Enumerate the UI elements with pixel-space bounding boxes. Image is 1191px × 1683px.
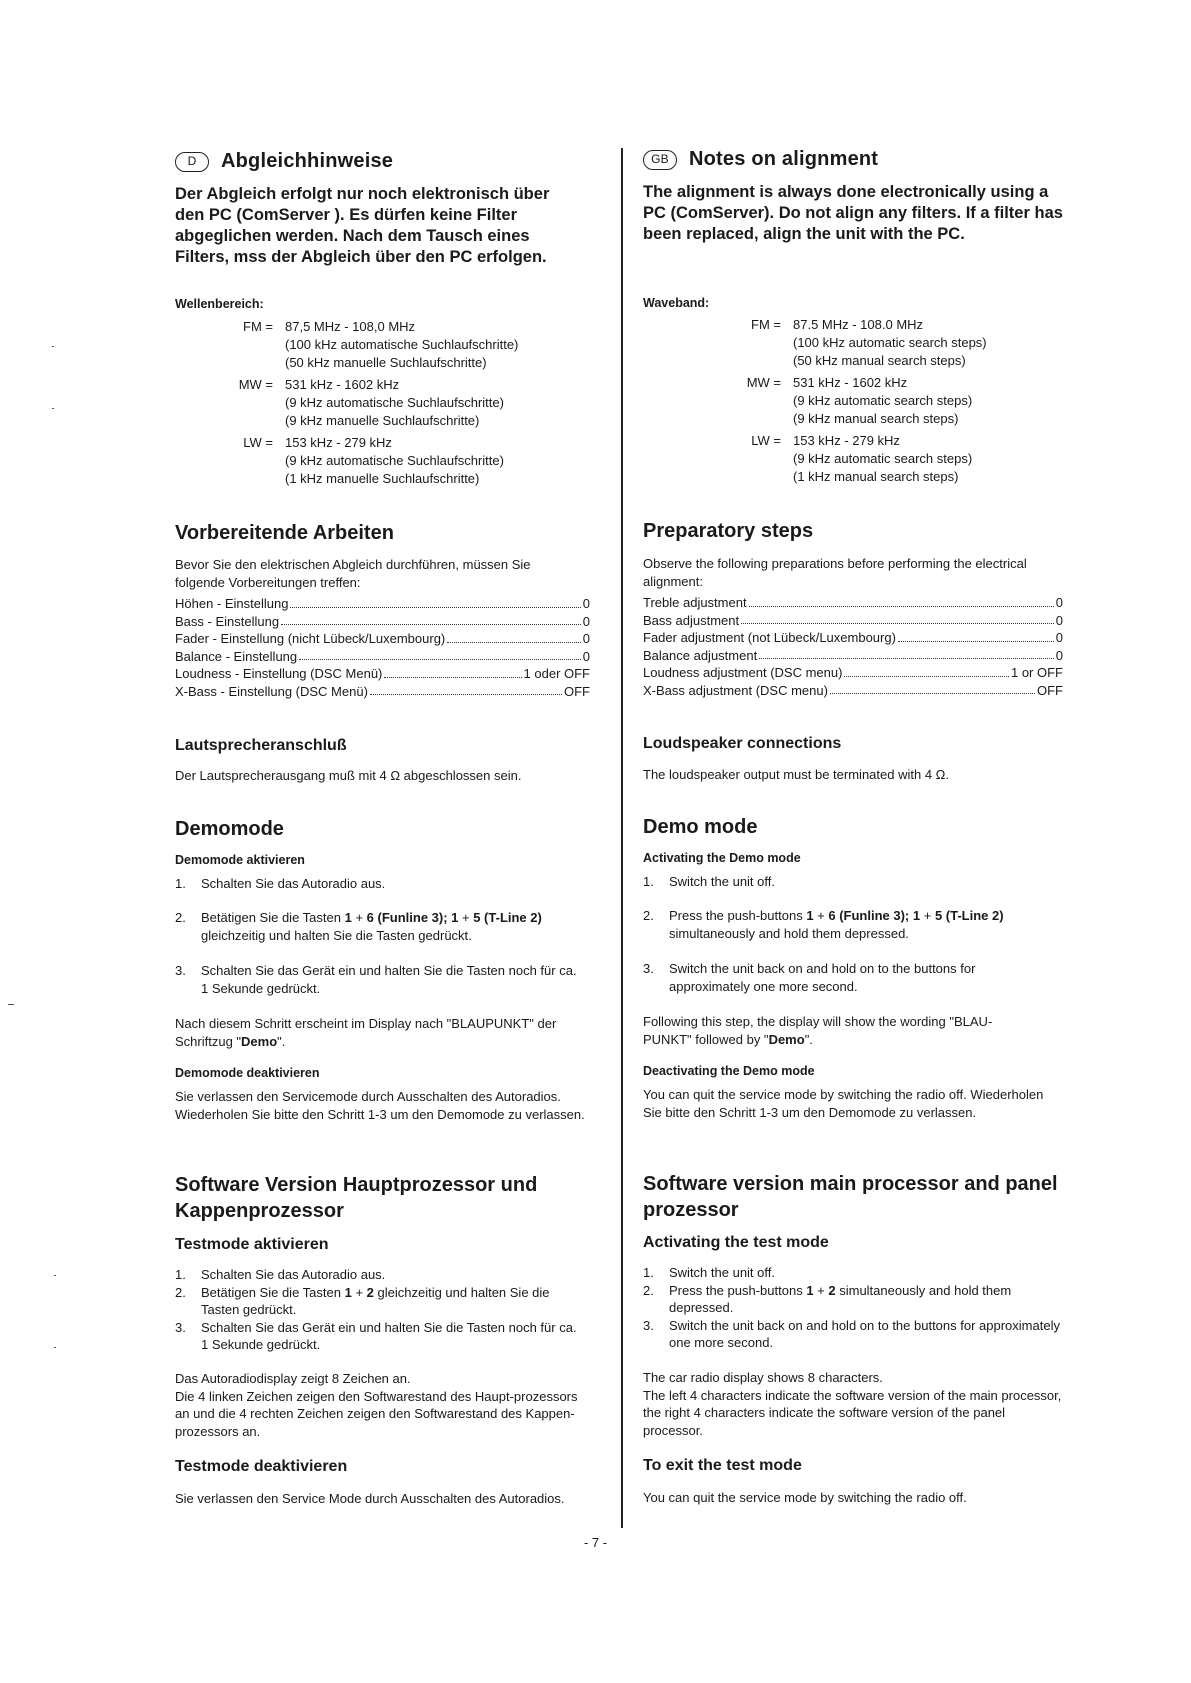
demo-deactivate-text: Sie verlassen den Servicemode durch Ausschalten des Autoradios. Wiederholen Sie bitte den Schritt 1-3 um den Demomode zu verlassen.	[175, 1089, 585, 1122]
test-step: 1. Switch the unit off.	[643, 1265, 775, 1280]
prep-item: Fader adjustment (not Lübeck/Luxembourg) 0	[643, 630, 1063, 645]
prep-intro: Observe the following preparations before performing the electrical alignment:	[643, 556, 1027, 589]
intro-paragraph: The alignment is always done electronically using a PC (ComServer). Do not align any filters. If a filter has been replaced, align the unit with the PC.	[643, 183, 1063, 243]
prep-intro: Bevor Sie den elektrischen Abgleich durchführen, müssen Sie folgende Vorbereitungen treffen:	[175, 557, 531, 590]
band-line: (1 kHz manual search steps)	[793, 469, 959, 484]
software-title: Software Version Hauptprozessor und Kappenprozessor	[175, 1174, 538, 1222]
demo-step: 1. Schalten Sie das Autoradio aus.	[175, 876, 386, 891]
band-line: (50 kHz manual search steps)	[793, 353, 966, 368]
test-steps	[175, 1266, 585, 1354]
test-step: 1. Schalten Sie das Autoradio aus.	[175, 1267, 386, 1282]
prep-item: Loudness adjustment (DSC menu) 1 or OFF	[643, 665, 1063, 680]
band-line: (9 kHz manual search steps)	[793, 411, 959, 426]
band-fm	[175, 318, 645, 372]
scan-speck	[8, 1004, 14, 1005]
band-line: (9 kHz automatische Suchlaufschritte)	[285, 453, 504, 468]
test-step: 2. Press the push-buttons 1 + 2 simultaneously and hold them depressed.	[643, 1282, 1012, 1315]
test-display-text: The car radio display shows 8 characters. The left 4 characters indicate the software version of the main processor, the right 4 characters indicate the software version of the panel processor.	[643, 1370, 1062, 1438]
demo-deactivate-label: Demomode deaktivieren	[175, 1066, 320, 1080]
prep-item: Bass adjustment 0	[643, 612, 1063, 628]
speaker-title: Loudspeaker connections	[643, 735, 842, 752]
band-line: (9 kHz automatic search steps)	[793, 451, 973, 466]
prep-list	[643, 594, 1113, 699]
band-mw	[643, 374, 1113, 428]
demo-step: 3. Schalten Sie das Gerät ein und halten Sie die Tasten noch für ca. 1 Sekunde gedrückt.	[175, 963, 577, 996]
band-line: 153 kHz - 279 kHz	[285, 435, 392, 450]
band-key: MW =	[746, 375, 781, 390]
demo-step: 1. Switch the unit off.	[643, 874, 775, 889]
band-line: 87.5 MHz - 108.0 MHz	[793, 317, 924, 332]
band-line: (100 kHz automatic search steps)	[793, 335, 987, 350]
demo-title: Demomode	[175, 818, 284, 840]
software-title: Software version main processor and panel prozessor	[643, 1173, 1058, 1221]
title-text: Notes on alignment	[689, 148, 879, 170]
band-key: FM =	[751, 317, 781, 332]
test-display-text: Das Autoradiodisplay zeigt 8 Zeichen an. Die 4 linken Zeichen zeigen den Softwarestand des Haupt-prozessors an und die 4 rechten Zeichen zeigen den Softwarestand des Kappen- prozessors an.	[175, 1371, 578, 1439]
demo-after-text: Following this step, the display will show the wording "BLAU-PUNKT" followed by "Demo".	[643, 1014, 993, 1047]
demo-step: 2. Betätigen Sie die Tasten 1 + 6 (Funline 3); 1 + 5 (T-Line 2) gleichzeitig und halten Sie die Tasten gedrückt.	[175, 910, 542, 943]
band-line: (1 kHz manuelle Suchlaufschritte)	[285, 471, 480, 486]
intro-paragraph: Der Abgleich erfolgt nur noch elektronisch über den PC (ComServer ). Es dürfen keine Filter abgeglichen werden. Nach dem Tausch eines Filters, mss der Abgleich über den PC erfolgen.	[175, 185, 550, 266]
speaker-text: Der Lautsprecherausgang muß mit 4 Ω abgeschlossen sein.	[175, 768, 522, 783]
prep-list	[175, 595, 645, 700]
speaker-title: Lautsprecheranschluß	[175, 737, 347, 754]
demo-activate-label: Demomode aktivieren	[175, 853, 305, 867]
test-steps	[643, 1264, 1063, 1352]
demo-deactivate-label: Deactivating the Demo mode	[643, 1064, 815, 1078]
test-exit-text: Sie verlassen den Service Mode durch Ausschalten des Autoradios.	[175, 1491, 565, 1506]
prep-item: Höhen - Einstellung 0	[175, 596, 590, 611]
test-step: 3. Schalten Sie das Gerät ein und halten Sie die Tasten noch für ca. 1 Sekunde gedrückt.	[175, 1319, 577, 1352]
band-line: (9 kHz automatische Suchlaufschritte)	[285, 395, 504, 410]
page-number: - 7 -	[583, 1535, 608, 1550]
test-step: 3. Switch the unit back on and hold on to the buttons for approximately one more second.	[643, 1317, 1060, 1350]
prep-title: Preparatory steps	[643, 520, 814, 542]
test-activate-title: Activating the test mode	[643, 1234, 829, 1251]
band-line: (9 kHz manuelle Suchlaufschritte)	[285, 413, 480, 428]
band-line: 531 kHz - 1602 kHz	[793, 375, 908, 390]
prep-item: Balance - Einstellung 0	[175, 648, 590, 664]
prep-item: X-Bass - Einstellung (DSC Menü) OFF	[175, 683, 590, 699]
demo-activate-label: Activating the Demo mode	[643, 851, 801, 865]
band-key: LW =	[243, 435, 273, 450]
demo-step: 2. Press the push-buttons 1 + 6 (Funline 3); 1 + 5 (T-Line 2) simultaneously and hold them depressed.	[643, 908, 1004, 941]
band-key: LW =	[751, 433, 781, 448]
test-activate-title: Testmode aktivieren	[175, 1236, 329, 1253]
scan-speck	[54, 1347, 56, 1348]
scan-speck	[52, 346, 54, 347]
band-line: (9 kHz automatic search steps)	[793, 393, 973, 408]
demo-title: Demo mode	[643, 816, 758, 838]
waveband-list	[643, 316, 1113, 486]
section-title-alignment-de	[175, 150, 645, 173]
demo-step: 3. Switch the unit back on and hold on to the buttons for approximately one more second.	[643, 961, 976, 994]
prep-item: Fader - Einstellung (nicht Lübeck/Luxembourg) 0	[175, 631, 590, 646]
prep-item: Treble adjustment 0	[643, 595, 1063, 610]
band-line: 87,5 MHz - 108,0 MHz	[285, 319, 416, 334]
band-mw	[175, 376, 645, 430]
scan-speck	[54, 1275, 56, 1276]
country-flag-d: D	[175, 152, 209, 172]
test-exit-text: You can quit the service mode by switching the radio off.	[643, 1490, 967, 1505]
band-fm	[643, 316, 1113, 370]
band-line: 153 kHz - 279 kHz	[793, 433, 900, 448]
demo-after-text: Nach diesem Schritt erscheint im Display nach "BLAUPUNKT" der Schriftzug "Demo".	[175, 1016, 557, 1049]
band-line: 531 kHz - 1602 kHz	[285, 377, 400, 392]
waveband-label: Waveband:	[643, 296, 710, 310]
test-step: 2. Betätigen Sie die Tasten 1 + 2 gleichzeitig und halten Sie die Tasten gedrückt.	[175, 1284, 550, 1317]
prep-item: X-Bass adjustment (DSC menu) OFF	[643, 682, 1063, 698]
prep-item: Bass - Einstellung 0	[175, 613, 590, 629]
test-exit-title: To exit the test mode	[643, 1457, 802, 1474]
speaker-text: The loudspeaker output must be terminated with 4 Ω.	[643, 767, 949, 782]
band-key: FM =	[243, 319, 273, 334]
waveband-label: Wellenbereich:	[175, 297, 264, 311]
band-line: (50 kHz manuelle Suchlaufschritte)	[285, 355, 487, 370]
section-title-alignment-gb	[643, 148, 1113, 171]
prep-title: Vorbereitende Arbeiten	[175, 522, 394, 544]
scan-speck	[52, 408, 54, 409]
band-lw	[643, 432, 1113, 486]
test-exit-title: Testmode deaktivieren	[175, 1458, 348, 1475]
prep-item: Balance adjustment 0	[643, 647, 1063, 663]
band-line: (100 kHz automatische Suchlaufschritte)	[285, 337, 519, 352]
demo-deactivate-text: You can quit the service mode by switching the radio off. Wiederholen Sie bitte den Schritt 1-3 um den Demomode zu verlassen.	[643, 1087, 1044, 1120]
waveband-list	[175, 318, 645, 488]
band-key: MW =	[238, 377, 273, 392]
title-text: Abgleichhinweise	[221, 150, 394, 172]
country-flag-gb: GB	[643, 150, 677, 170]
prep-item: Loudness - Einstellung (DSC Menü) 1 oder OFF	[175, 666, 590, 681]
band-lw	[175, 434, 645, 488]
